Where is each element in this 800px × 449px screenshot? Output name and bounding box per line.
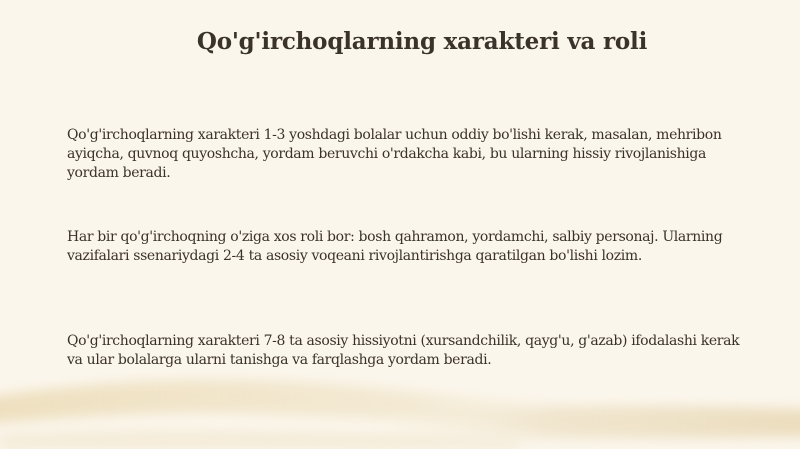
paragraph-puppet-roles: Har bir qo'g'irchoqning o'ziga xos roli bor: bosh qahramon, yordamchi, salbiy personaj. Ularning vazifalari ssenariydagi 2-4 ta asosiy voqeani rivojlantirishga qaratilgan bo'lishi lozim.	[67, 229, 723, 264]
paragraph-character-simplicity: Qo'g'irchoqlarning xarakteri 1-3 yoshdagi bolalar uchun oddiy bo'lishi kerak, masalan, mehribon ayiqcha, quvnoq quyoshcha, yordam beruvchi o'rdakcha kabi, bu ularning hissiy rivojlanishiga yordam beradi.	[67, 127, 722, 181]
paragraph-emotions: Qo'g'irchoqlarning xarakteri 7-8 ta asosiy hissiyotni (xursandchilik, qayg'u, g'azab) ifodalashi kerak va ular bolalarga ularni tanishga va farqlashga yordam beradi.	[67, 333, 740, 368]
page-title: Qo'g'irchoqlarning xarakteri va roli	[196, 28, 648, 55]
